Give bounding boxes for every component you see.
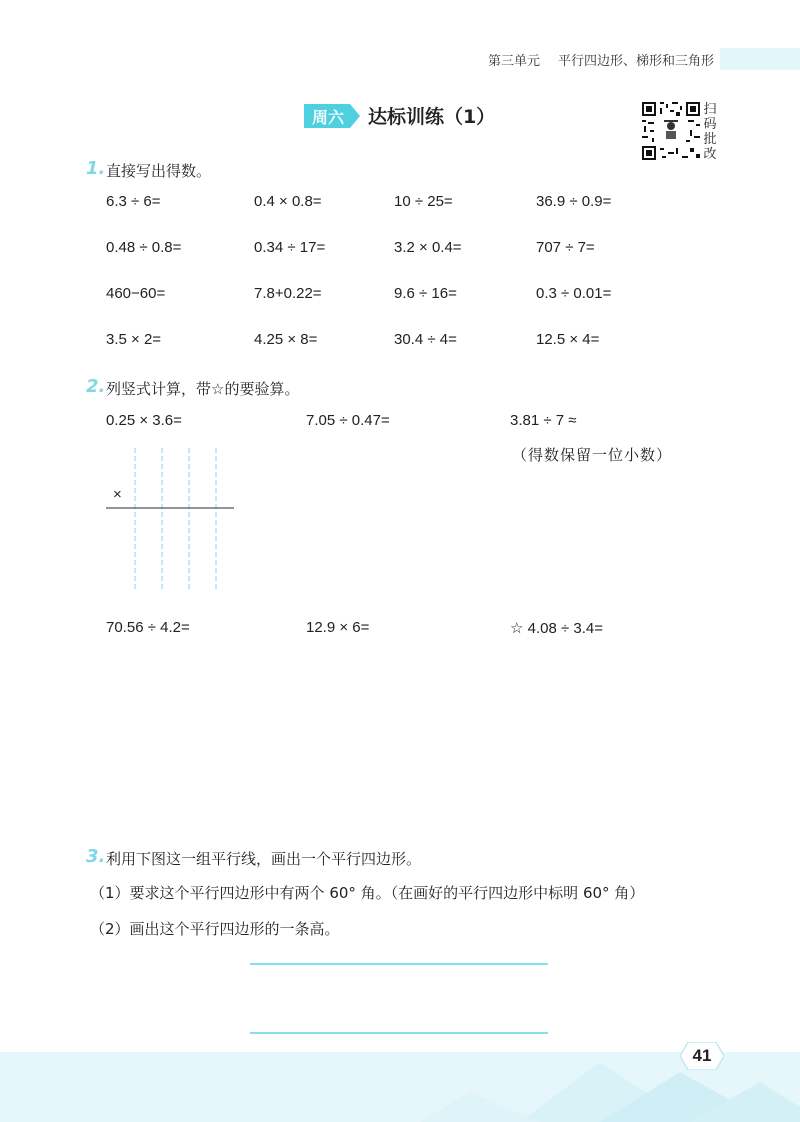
q1-problem: 30.4 ÷ 4=: [394, 331, 457, 348]
question-1-heading: 直接写出得数。: [106, 162, 212, 180]
question-3-number: 3.: [86, 846, 106, 867]
q1-problem: 0.48 ÷ 0.8=: [106, 239, 182, 256]
page-number: [680, 1042, 724, 1070]
question-3-sub-1: （1）要求这个平行四边形中有两个 60° 角。（在画好的平行四边形中标明 60° 角）: [90, 884, 645, 902]
qr-label-char: 批: [703, 132, 717, 147]
q1-problem: 460−60=: [106, 285, 166, 302]
header-unit: 第三单元: [488, 54, 541, 69]
q1-problem: 4.25 × 8=: [254, 331, 318, 348]
parallel-lines[interactable]: [240, 955, 560, 1039]
q1-problem: 0.4 × 0.8=: [254, 193, 322, 210]
running-header: [488, 50, 714, 69]
qr-label-char: 改: [703, 147, 717, 162]
question-3-sub-2: （2）画出这个平行四边形的一条高。: [90, 920, 340, 938]
q1-problem: 707 ÷ 7=: [536, 239, 595, 256]
q1-problem: 36.9 ÷ 0.9=: [536, 193, 612, 210]
qr-label-char: 码: [703, 117, 717, 132]
times-sign: ×: [113, 486, 122, 503]
q1-problem: 6.3 ÷ 6=: [106, 193, 161, 210]
q2-problem: 12.9 × 6=: [306, 619, 370, 636]
header-topic: 平行四边形、梯形和三角形: [558, 54, 715, 69]
q1-problem: 7.8+0.22=: [254, 285, 322, 302]
qr-code-icon: [642, 102, 700, 160]
q1-problem: 0.34 ÷ 17=: [254, 239, 326, 256]
q2-rounding-note: （得数保留一位小数）: [512, 447, 673, 464]
q1-problem: 10 ÷ 25=: [394, 193, 453, 210]
question-1-number: 1.: [86, 158, 106, 179]
question-3-heading: 利用下图这一组平行线，画出一个平行四边形。: [106, 850, 422, 868]
q1-problem: 0.3 ÷ 0.01=: [536, 285, 612, 302]
q1-problem: 3.2 × 0.4=: [394, 239, 462, 256]
q1-problem: 12.5 × 4=: [536, 331, 600, 348]
day-badge: [304, 104, 360, 128]
page-title: 达标训练（1）: [368, 106, 496, 128]
q2-problem: 3.81 ÷ 7 ≈: [510, 412, 577, 429]
question-2-number: 2.: [86, 376, 106, 397]
q1-problem: 9.6 ÷ 16=: [394, 285, 457, 302]
q1-problem: 3.5 × 2=: [106, 331, 162, 348]
qr-label-char: 扫: [703, 102, 717, 117]
vertical-calc-guide: [100, 446, 240, 592]
q2-problem: 70.56 ÷ 4.2=: [106, 619, 190, 636]
q2-problem: ☆ 4.08 ÷ 3.4=: [510, 620, 603, 637]
day-badge-label: 周六: [312, 108, 345, 127]
header-accent-bar: [720, 48, 800, 70]
question-2-heading: 列竖式计算，带☆的要验算。: [106, 380, 300, 398]
q2-problem: 0.25 × 3.6=: [106, 412, 182, 429]
q2-problem: 7.05 ÷ 0.47=: [306, 412, 390, 429]
qr-code[interactable]: [642, 102, 700, 160]
page-number-text: 41: [692, 1046, 712, 1065]
qr-label: [702, 102, 718, 162]
